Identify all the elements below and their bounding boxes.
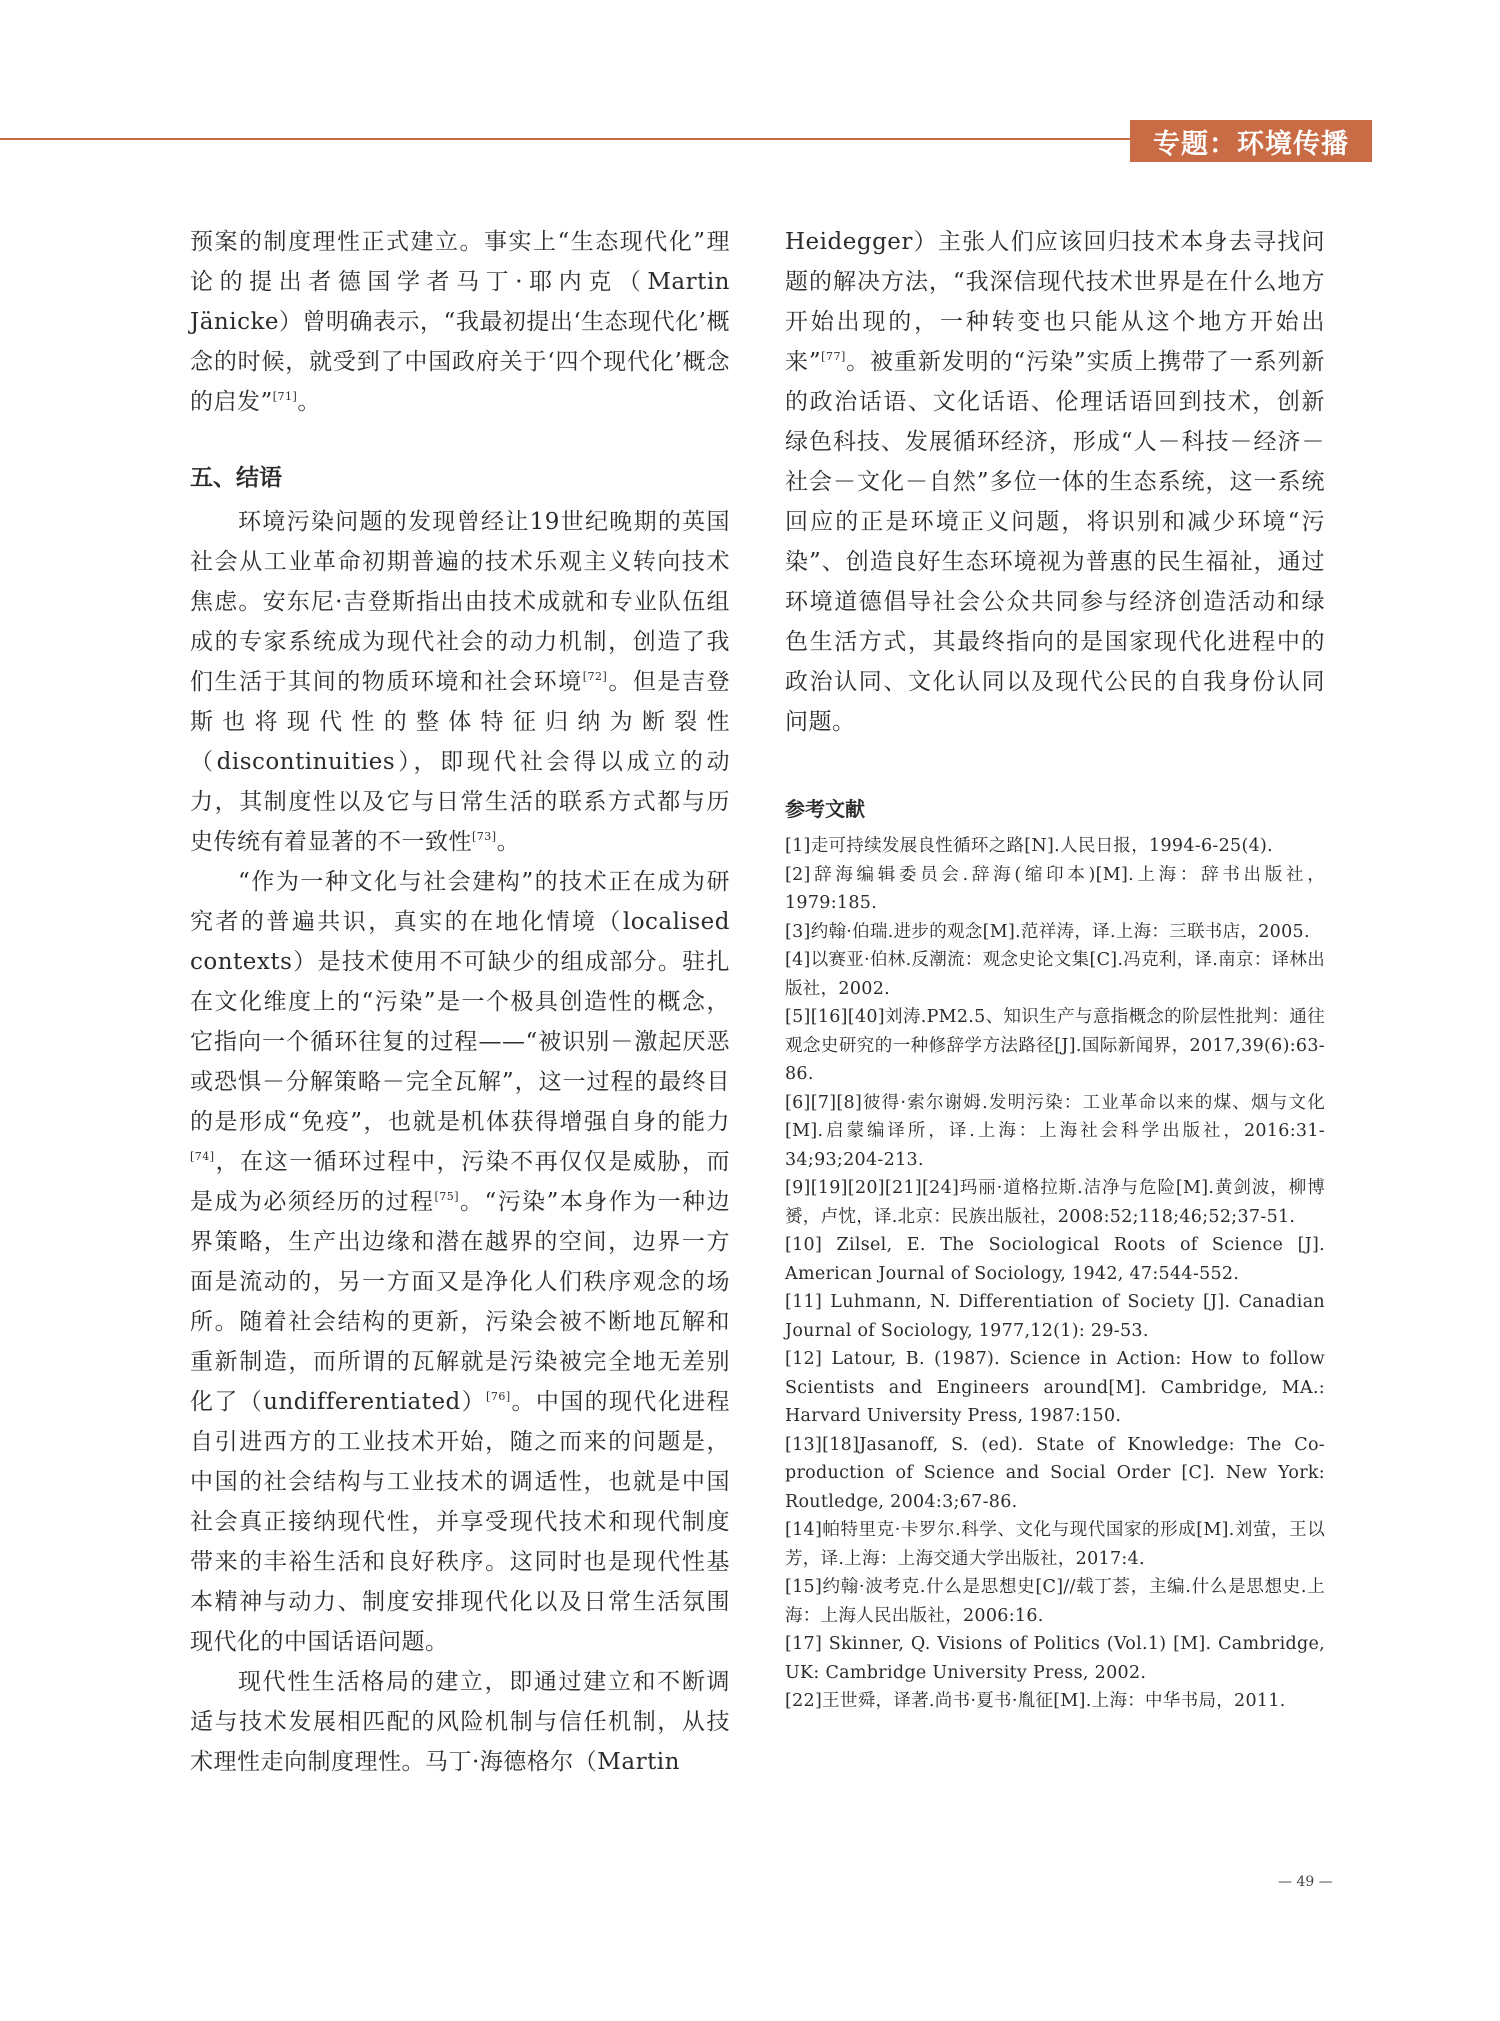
right-column: [785, 222, 1325, 1716]
footnote-ref: [72]: [582, 670, 608, 683]
references-heading: 参考文献: [785, 797, 865, 821]
reference-item: [15]约翰·波考克.什么是思想史[C]//载丁荟，主编.什么是思想史.上海：上海人民出版社，2006:16.: [785, 1577, 1325, 1626]
reference-item: [5][16][40]刘涛.PM2.5、知识生产与意指概念的阶层性批判：通往观念史研究的一种修辞学方法路径[J].国际新闻界，2017,39(6):63-86.: [785, 1007, 1325, 1084]
footnote-ref: [75]: [434, 1190, 460, 1203]
footnote-ref: [74]: [190, 1150, 215, 1163]
reference-item: [10] Zilsel, E. The Sociological Roots of Science [J]. American Journal of Sociology, 1942, 47:544-552.: [785, 1235, 1325, 1284]
page-number: — 49 —: [1278, 1874, 1333, 1890]
conclusion-paragraph-3: 现代性生活格局的建立，即通过建立和不断调适与技术发展相匹配的风险机制与信任机制，从技术理性走向制度理性。马丁·海德格尔（Martin: [190, 1669, 730, 1775]
footnote-ref: [77]: [821, 350, 846, 363]
paragraph-text: 。但是吉登斯也将现代性的整体特征归纳为断裂性（discontinuities），即现代社会得以成立的动力，其制度性以及它与日常生活的联系方式都与历史传统有着显著的不一致性: [190, 669, 731, 855]
footnote-ref: [76]: [486, 1390, 511, 1403]
section-heading: 五、结语: [190, 465, 282, 491]
paragraph-text: “作为一种文化与社会建构”的技术正在成为研究者的普遍共识，真实的在地化情境（localised contexts）是技术使用不可缺少的组成部分。驻扎在文化维度上的“污染”是一个极具创造性的概念，它指向一个循环往复的过程——“被识别－激起厌恶或恐惧－分解策略－完全瓦解”，这一过程的最终目的是形成“免疫”，也就是机体获得增强自身的能力: [190, 869, 730, 1135]
reference-item: [1]走可持续发展良性循环之路[N].人民日报，1994-6-25(4).: [785, 836, 1274, 856]
paragraph-text: 。被重新发明的“污染”实质上携带了一系列新的政治话语、文化话语、伦理话语回到技术，创新绿色科技、发展循环经济，形成“人－科技－经济－社会－文化－自然”多位一体的生态系统，这一系统回应的正是环境正义问题，将识别和减少环境“污染”、创造良好生态环境视为普惠的民生福祉，通过环境道德倡导社会公众共同参与经济创造活动和绿色生活方式，其最终指向的是国家现代化进程中的政治认同、文化认同以及现代公民的自我身份认同问题。: [785, 349, 1325, 735]
reference-item: [3]约翰·伯瑞.进步的观念[M].范祥涛，译.上海：三联书店，2005.: [785, 921, 1310, 942]
section-tag: 专题：环境传播: [1130, 120, 1372, 162]
reference-item: [12] Latour, B. (1987). Science in Action: How to follow Scientists and Engineers around[M]. Cambridge, MA.: Harvard University Press, 1987:150.: [785, 1349, 1325, 1426]
paragraph-text: 。中国的现代化进程自引进西方的工业技术开始，随之而来的问题是，中国的社会结构与工业技术的调适性，也就是中国社会真正接纳现代性，并享受现代技术和现代制度带来的丰裕生活和良好秩序。这同时也是现代性基本精神与动力、制度安排现代化以及日常生活氛围现代化的中国话语问题。: [190, 1389, 730, 1655]
footnote-ref: [73]: [472, 830, 497, 843]
reference-item: [14]帕特里克·卡罗尔.科学、文化与现代国家的形成[M].刘萤，王以芳，译.上海：上海交通大学出版社，2017:4.: [785, 1520, 1325, 1569]
paragraph-text: ，在这一循环过程中，污染不再仅仅是威胁，而是成为必须经历的过程: [190, 1149, 730, 1215]
footnote-ref: [71]: [272, 390, 298, 403]
reference-item: [2]辞海编辑委员会.辞海(缩印本)[M].上海：辞书出版社，1979:185.: [785, 864, 1325, 913]
paragraph-text: 。: [496, 829, 521, 855]
reference-item: [17] Skinner, Q. Visions of Politics (Vol.1) [M]. Cambridge, UK: Cambridge University Press, 2002.: [785, 1634, 1325, 1683]
intro-tail: 。: [297, 389, 321, 415]
references-list: [785, 832, 1325, 1716]
reference-item: [11] Luhmann, N. Differentiation of Society [J]. Canadian Journal of Sociology, 1977,12(1): 29-53.: [785, 1292, 1325, 1341]
reference-item: [9][19][20][21][24]玛丽·道格拉斯.洁净与危险[M].黄剑波，柳博赟，卢忱，译.北京：民族出版社，2008:52;118;46;52;37-51.: [785, 1178, 1325, 1227]
left-column: [190, 222, 730, 1782]
reference-item: [6][7][8]彼得·索尔谢姆.发明污染：工业革命以来的煤、烟与文化[M].启蒙编译所，译.上海：上海社会科学出版社，2016:31-34;93;204-213.: [785, 1092, 1325, 1170]
reference-item: [13][18]Jasanoff, S. (ed). State of Knowledge: The Co-production of Science and Social Order [C]. New York: Routledge, 2004:3;67-86.: [785, 1434, 1325, 1512]
paragraph-text: 。“污染”本身作为一种边界策略，生产出边缘和潜在越界的空间，边界一方面是流动的，另一方面又是净化人们秩序观念的场所。随着社会结构的更新，污染会被不断地瓦解和重新制造，而所谓的瓦解就是污染被完全地无差别化了（undifferentiated）: [190, 1189, 730, 1415]
reference-item: [22]王世舜，译著.尚书·夏书·胤征[M].上海：中华书局，2011.: [785, 1691, 1286, 1711]
reference-item: [4]以赛亚·伯林.反潮流：观念史论文集[C].冯克利，译.南京：译林出版社，2002.: [785, 950, 1325, 999]
conclusion-paragraph-2: [190, 862, 730, 1662]
continuation-paragraph: [785, 222, 1325, 742]
intro-paragraph: [190, 222, 730, 422]
conclusion-paragraph-1: [190, 502, 730, 862]
header-rule: [0, 138, 1130, 140]
paragraph-text: 环境污染问题的发现曾经让19世纪晚期的英国社会从工业革命初期普遍的技术乐观主义转向技术焦虑。安东尼·吉登斯指出由技术成就和专业队伍组成的专家系统成为现代社会的动力机制，创造了我们生活于其间的物质环境和社会环境: [190, 509, 730, 695]
intro-text: 预案的制度理性正式建立。事实上“生态现代化”理论的提出者德国学者马丁·耶内克（Martin Jänicke）曾明确表示，“我最初提出‘生态现代化’概念的时候，就受到了中国政府关于‘四个现代化’概念的启发”: [190, 229, 730, 415]
paragraph-text: Heidegger）主张人们应该回归技术本身去寻找问题的解决方法，“我深信现代技术世界是在什么地方开始出现的，一种转变也只能从这个地方开始出来”: [785, 229, 1325, 375]
